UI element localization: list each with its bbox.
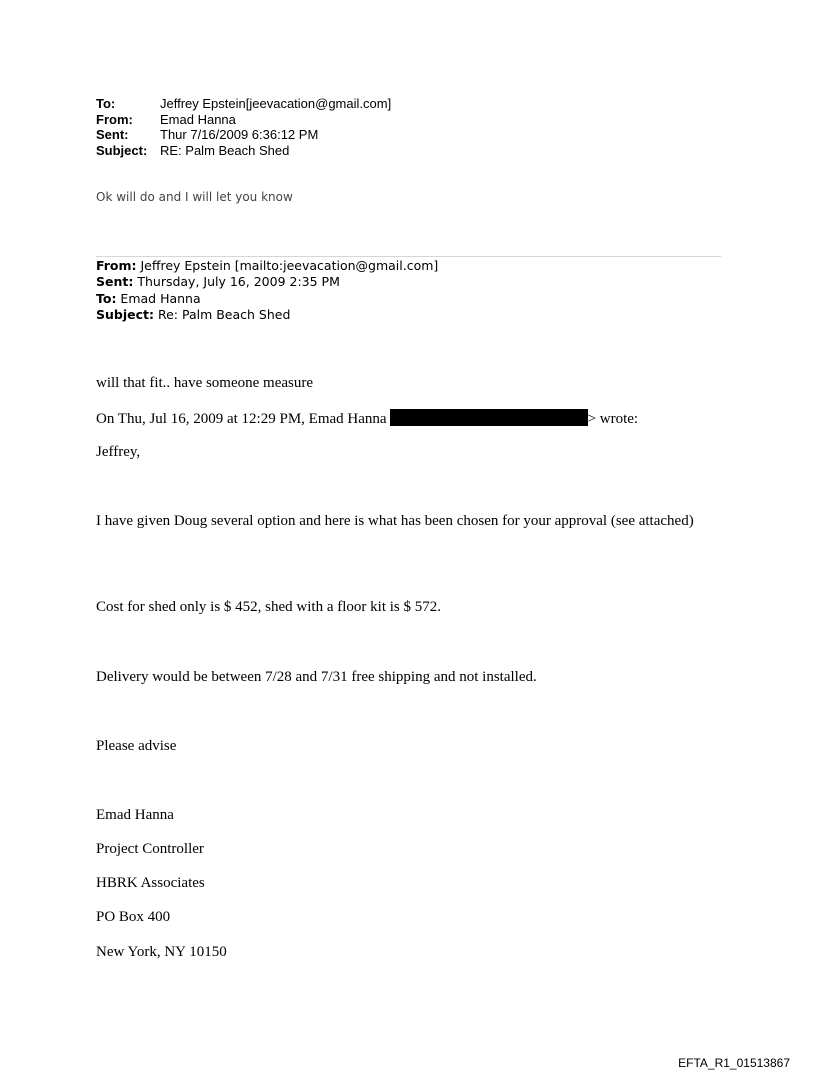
- orig-to-row: [96, 291, 716, 307]
- to-value: Jeffrey Epstein[jeevacation@gmail.com]: [160, 96, 392, 111]
- orig-to-label: To:: [96, 290, 117, 306]
- orig-subject-label: Subject:: [96, 306, 154, 322]
- original-message-header: [96, 258, 716, 323]
- signature-name: Emad Hanna: [96, 807, 174, 823]
- reply-text: Ok will do and I will let you know: [96, 190, 293, 204]
- greeting: Jeffrey,: [96, 444, 141, 460]
- signature-title: Project Controller: [96, 841, 204, 857]
- body-line1: will that fit.. have someone measure: [96, 375, 314, 391]
- signature-po-box: PO Box 400: [96, 909, 171, 925]
- subject-label: Subject:: [96, 142, 148, 158]
- orig-from-label: From:: [96, 258, 137, 273]
- sent-row: [96, 127, 696, 143]
- signature-city: New York, NY 10150: [96, 944, 227, 960]
- quote-intro: On Thu, Jul 16, 2009 at 12:29 PM, Emad Hanna: [96, 411, 387, 427]
- to-label: To:: [96, 96, 116, 111]
- signature-company: HBRK Associates: [96, 875, 205, 891]
- document-id: EFTA_R1_01513867: [678, 1056, 790, 1070]
- quote-intro-line: [96, 409, 696, 428]
- quote-wrote: > wrote:: [587, 411, 639, 427]
- divider: [96, 256, 721, 257]
- from-value: Emad Hanna: [160, 111, 236, 127]
- orig-sent-value: Thursday, July 16, 2009 2:35 PM: [133, 274, 340, 290]
- paragraph-advise: Please advise: [96, 738, 177, 754]
- subject-value: RE: Palm Beach Shed: [160, 142, 290, 158]
- orig-to-value: Emad Hanna: [116, 290, 201, 306]
- redaction-block: [390, 409, 588, 426]
- sent-label: Sent:: [96, 127, 129, 142]
- from-label: From:: [96, 111, 133, 127]
- email-header: [96, 96, 696, 158]
- paragraph-cost: Cost for shed only is $ 452, shed with a floor kit is $ 572.: [96, 599, 441, 615]
- orig-sent-label: Sent:: [96, 274, 134, 290]
- orig-subject-value: Re: Palm Beach Shed: [154, 306, 291, 322]
- orig-sent-row: [96, 274, 716, 290]
- from-row: [96, 112, 696, 128]
- subject-row: [96, 143, 696, 159]
- orig-from-row: [96, 258, 716, 274]
- to-row: [96, 96, 696, 112]
- paragraph-delivery: Delivery would be between 7/28 and 7/31 free shipping and not installed.: [96, 669, 537, 685]
- orig-subject-row: [96, 307, 716, 323]
- orig-from-value: Jeffrey Epstein [mailto:jeevacation@gmail.com]: [136, 258, 439, 273]
- sent-value: Thur 7/16/2009 6:36:12 PM: [160, 127, 319, 142]
- paragraph-approval: I have given Doug several option and here is what has been chosen for your approval (see attached): [96, 513, 694, 529]
